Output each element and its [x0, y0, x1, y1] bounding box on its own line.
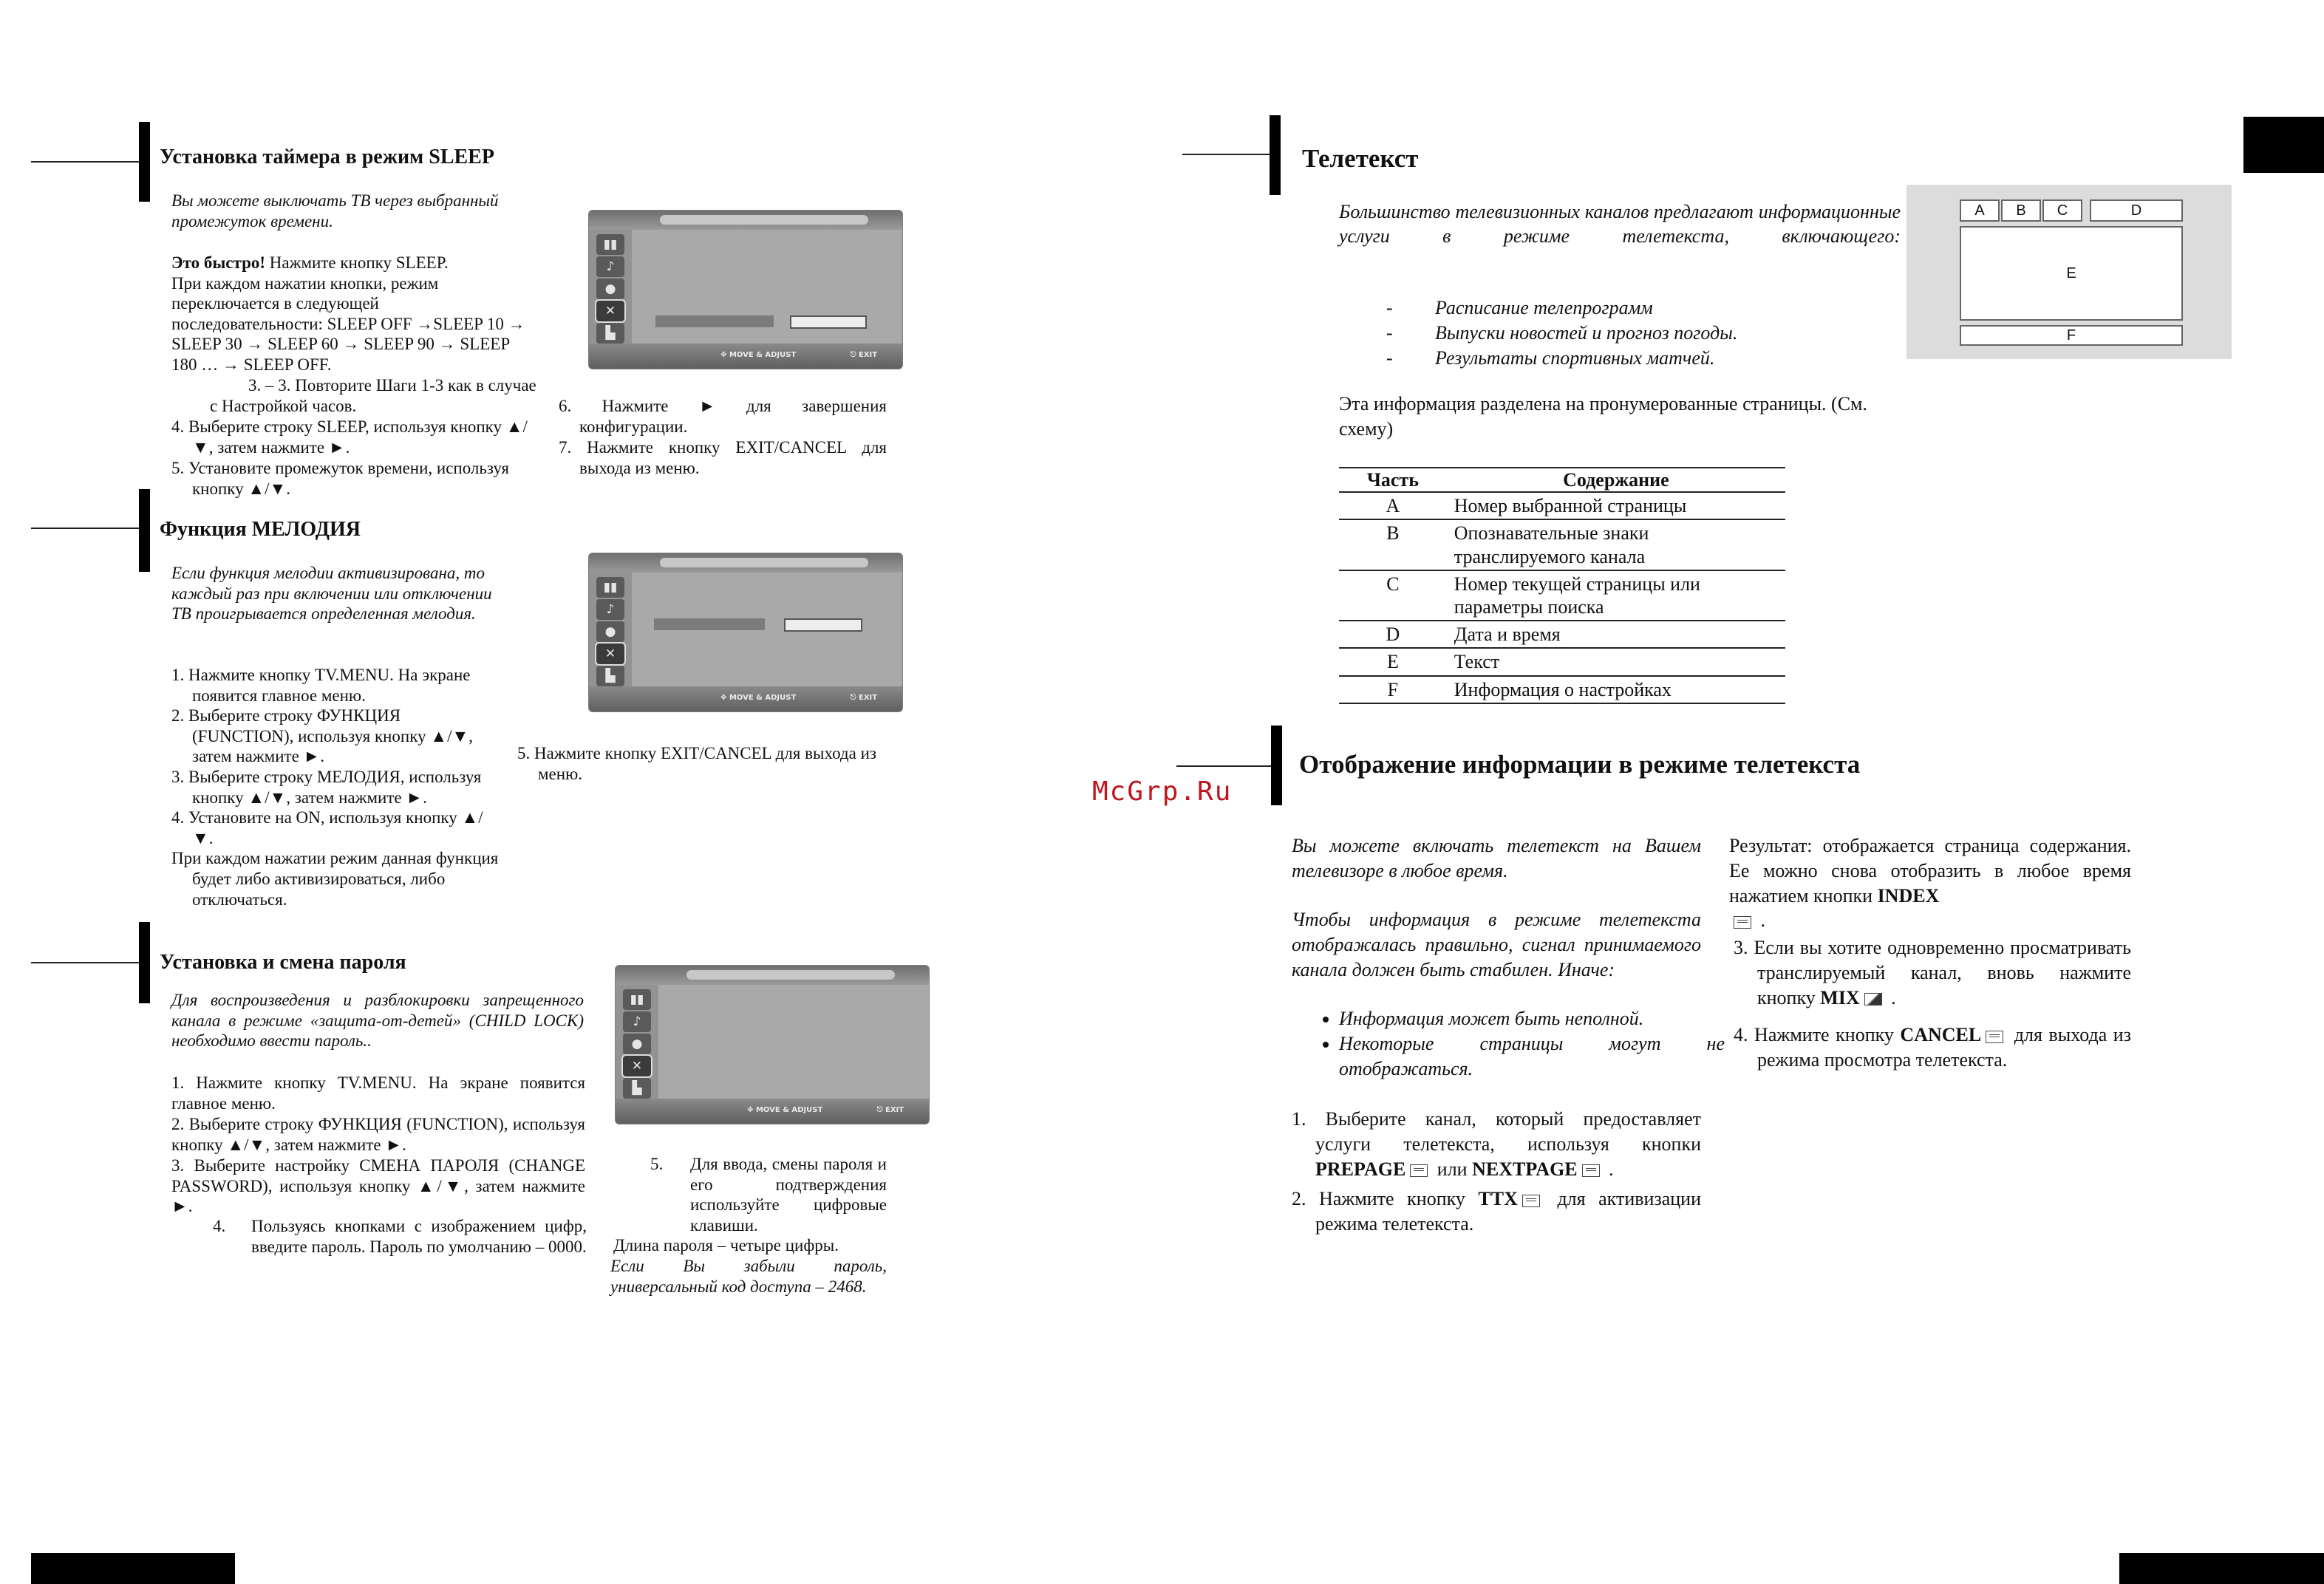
osd-title-bar — [589, 553, 902, 573]
diagram-part-d: D — [2090, 199, 2183, 222]
function-icon: ▙ — [596, 666, 624, 686]
melody-step-5: 5. Нажмите кнопку EXIT/CANCEL для выхода из меню. — [517, 744, 876, 783]
list-item-note: При каждом нажатии режим данная функция будет либо активизироваться, либо отключаться. — [171, 849, 499, 909]
list-item: 4. Установите на ON, используя кнопку ▲/▼. — [171, 808, 483, 847]
osd-value-box — [790, 315, 867, 329]
quick-label: Это быстро! — [171, 253, 266, 272]
setup-icon: ✕ — [596, 301, 624, 321]
watermark: McGrp.Ru — [1092, 776, 1233, 807]
sound-icon: ♪ — [596, 599, 624, 620]
nextpage-label: NEXTPAGE — [1472, 1158, 1578, 1180]
section-rule — [31, 161, 142, 163]
sleep-step-6: 6. Нажмите ► для завершения конфигурации. — [559, 397, 887, 436]
mix-icon — [1864, 993, 1882, 1006]
teletext-bullets — [1386, 296, 1737, 370]
section-marker-bar — [139, 122, 150, 202]
osd-icon-column — [589, 230, 632, 344]
table-header-part: Часть — [1339, 468, 1447, 492]
section-title-password: Установка и смена пароля — [160, 951, 406, 974]
password-length-note: Длина пароля – четыре цифры. — [613, 1236, 839, 1254]
password-step-1: 1. Нажмите кнопку TV.MENU. На экране появится главное меню. — [171, 1073, 585, 1113]
section-marker-bar — [1271, 726, 1282, 805]
osd-move-label: ✥ MOVE & ADJUST — [720, 694, 797, 702]
osd-help-bar — [589, 344, 902, 369]
section-marker-bar — [139, 489, 150, 572]
osd-value-box — [784, 618, 862, 632]
list-item: 3. Выберите строку МЕЛОДИЯ, используя кнопку ▲/▼, затем нажмите ►. — [171, 767, 482, 807]
password-step-4-num: 4. — [213, 1217, 226, 1235]
sleep-intro: Вы можете выключать ТВ через выбранный промежуток времени. — [171, 191, 499, 231]
list-item: - Результаты спортивных матчей. — [1386, 346, 1715, 369]
picture-icon: ▮▮ — [623, 989, 651, 1010]
index-icon — [1734, 916, 1751, 929]
page-tab-left — [31, 1553, 235, 1584]
section-title-teletext: Телетекст — [1302, 144, 1419, 173]
function-icon: ▙ — [623, 1078, 651, 1099]
page-tab-right — [2243, 117, 2324, 173]
table-row: D Дата и время — [1339, 621, 1785, 648]
sound-icon: ♪ — [596, 256, 624, 277]
list-item: 1. Нажмите кнопку TV.MENU. На экране появится главное меню. — [171, 666, 471, 705]
cancel-icon — [1986, 1031, 2003, 1043]
osd-selected-row — [654, 618, 765, 630]
osd-exit-label: ⎋ EXIT — [876, 1106, 904, 1114]
diagram-part-b: B — [2001, 199, 2041, 222]
diagram-part-e: E — [1960, 226, 2183, 321]
setup-icon: ✕ — [623, 1056, 651, 1076]
nextpage-icon — [1582, 1164, 1600, 1177]
teletext-screen-diagram — [1906, 185, 2232, 359]
osd-exit-label: ⎋ EXIT — [850, 351, 878, 359]
display-step-3: 3. Если вы хотите одновременно просматривать транслируемый канал, вновь нажмите кнопку MIX . — [1734, 937, 2131, 1008]
picture-icon: ▮▮ — [596, 234, 624, 255]
list-item: • Информация может быть неполной. — [1339, 1006, 1725, 1031]
password-step-5: Для ввода, смены пароля и его подтверждения используйте цифровые клавиши. — [690, 1155, 887, 1235]
mix-label: MIX — [1820, 986, 1860, 1008]
osd-icon-column — [589, 573, 632, 686]
diagram-part-c: C — [2042, 199, 2082, 222]
cancel-label: CANCEL — [1900, 1024, 1982, 1045]
section-rule — [1176, 765, 1274, 767]
sleep-step-5: 5. Установите промежуток времени, используя кнопку ▲/▼. — [171, 459, 510, 498]
prepage-icon — [1410, 1164, 1428, 1177]
teletext-parts-table — [1339, 467, 1785, 704]
table-row: F Информация о настройках — [1339, 676, 1785, 703]
osd-icon-column — [616, 985, 658, 1099]
section-title-melody: Функция МЕЛОДИЯ — [160, 518, 361, 541]
osd-menu-melody — [588, 553, 903, 712]
diagram-part-a: A — [1960, 199, 2000, 222]
osd-menu-sleep — [588, 210, 903, 369]
section-title-sleep: Установка таймера в режим SLEEP — [160, 146, 494, 168]
display-result: Результат: отображается страница содержания. Ее можно снова отобразить в любое время нажатием кнопки INDEX . — [1729, 835, 2131, 932]
sleep-quick — [171, 253, 526, 375]
osd-selected-row — [655, 315, 774, 327]
osd-title-bar — [589, 211, 902, 230]
table-row: C Номер текущей страницы или параметры поиска — [1339, 570, 1785, 621]
table-header-content: Содержание — [1447, 468, 1785, 492]
sleep-step-3: 3. – 3. Повторите Шаги 1-3 как в случае с Настройкой часов. — [210, 376, 536, 415]
list-item: - Выпуски новостей и прогноз погоды. — [1386, 321, 1738, 344]
quick-rest: При каждом нажатии кнопки, режим переключается в следующей последовательности: SLEEP OFF →SLEEP 10 → SLEEP 30 → SLEEP 60 → SLEEP 90 → SLEEP 180 … → SLEEP OFF. — [171, 273, 525, 374]
ttx-label: TTX — [1478, 1188, 1518, 1209]
function-icon: ▙ — [596, 323, 624, 344]
melody-intro: Если функция мелодии активизирована, то каждый раз при включении или отключении ТВ проигрывается определенная мелодия. — [171, 564, 492, 624]
password-forgot-note: Если Вы забыли пароль, универсальный код доступа – 2468. — [610, 1257, 887, 1296]
osd-help-bar — [616, 1099, 929, 1124]
picture-icon: ▮▮ — [596, 577, 624, 598]
channel-icon: ● — [596, 279, 624, 299]
channel-icon: ● — [623, 1034, 651, 1054]
table-row: A Номер выбранной страницы — [1339, 492, 1785, 519]
prepage-label: PREPAGE — [1315, 1158, 1406, 1180]
list-item: 2. Выберите строку ФУНКЦИЯ (FUNCTION), используя кнопку ▲/▼, затем нажмите ►. — [171, 706, 474, 766]
password-step-5-num: 5. — [650, 1155, 664, 1173]
osd-title-bar — [616, 966, 929, 985]
sleep-step-7: 7. Нажмите кнопку EXIT/CANCEL для выхода из меню. — [559, 438, 887, 477]
password-intro: Для воспроизведения и разблокировки запрещенного канала в режиме «защита-от-детей» (CHILD LOCK) необходимо ввести пароль.. — [171, 991, 584, 1051]
section-rule — [31, 962, 142, 963]
osd-help-bar — [589, 686, 902, 711]
index-label: INDEX — [1877, 884, 1940, 907]
sound-icon: ♪ — [623, 1011, 651, 1032]
password-step-3: 3. Выберите настройку СМЕНА ПАРОЛЯ (CHANGE PASSWORD), используя кнопку ▲/▼, затем нажмите ►. — [171, 1156, 585, 1216]
display-bullets — [1315, 1006, 1725, 1081]
page-tab-bottom-right — [2119, 1553, 2324, 1584]
quick-text: Нажмите кнопку SLEEP. — [265, 253, 449, 272]
sleep-step-4: 4. Выберите строку SLEEP, используя кнопку ▲/▼, затем нажмите ►. — [171, 417, 528, 457]
section-rule — [31, 528, 142, 529]
section-title-teletext-display: Отображение информации в режиме телетекста — [1299, 750, 1861, 779]
osd-exit-label: ⎋ EXIT — [850, 694, 878, 702]
osd-menu-password — [615, 965, 930, 1124]
display-step-4: 4. Нажмите кнопку CANCEL для выхода из режима просмотра телетекста. — [1734, 1024, 2131, 1071]
osd-move-label: ✥ MOVE & ADJUST — [747, 1106, 823, 1114]
password-step-2: 2. Выберите строку ФУНКЦИЯ (FUNCTION), используя кнопку ▲/▼, затем нажмите ►. — [171, 1115, 585, 1154]
melody-steps — [171, 665, 504, 909]
table-row: E Текст — [1339, 648, 1785, 675]
channel-icon: ● — [596, 621, 624, 642]
diagram-part-f: F — [1960, 325, 2183, 346]
list-item: - Расписание телепрограмм — [1386, 297, 1653, 318]
display-intro-1: Вы можете включать телетекст на Вашем телевизоре в любое время. — [1292, 835, 1701, 881]
table-row: B Опознавательные знаки транслируемого канала — [1339, 519, 1785, 570]
password-step-4: Пользуясь кнопками с изображением цифр, введите пароль. Пароль по умолчанию – 0000. — [251, 1217, 587, 1256]
display-step-2: 2. Нажмите кнопку TTX для активизации режима телетекста. — [1292, 1188, 1701, 1235]
list-item: • Некоторые страницы могут не отображаться. — [1339, 1031, 1725, 1082]
osd-move-label: ✥ MOVE & ADJUST — [720, 351, 797, 359]
teletext-intro: Большинство телевизионных каналов предлагают информационные услуги в режиме телетекста, включающего: — [1339, 201, 1901, 248]
section-marker-bar — [139, 922, 150, 1003]
teletext-pages-text: Эта информация разделена на пронумерованные страницы. (См. схему) — [1339, 393, 1868, 440]
display-step-1: 1. Выберите канал, который предоставляет услуги телетекста, используя кнопки PREPAGE или NEXTPAGE . — [1292, 1108, 1701, 1180]
setup-icon: ✕ — [596, 644, 624, 664]
section-marker-bar — [1270, 115, 1281, 195]
section-rule — [1182, 154, 1274, 155]
display-intro-2: Чтобы информация в режиме телетекста отображалась правильно, сигнал принимаемого канала должен быть стабилен. Иначе: — [1292, 909, 1701, 980]
ttx-icon — [1522, 1195, 1540, 1207]
